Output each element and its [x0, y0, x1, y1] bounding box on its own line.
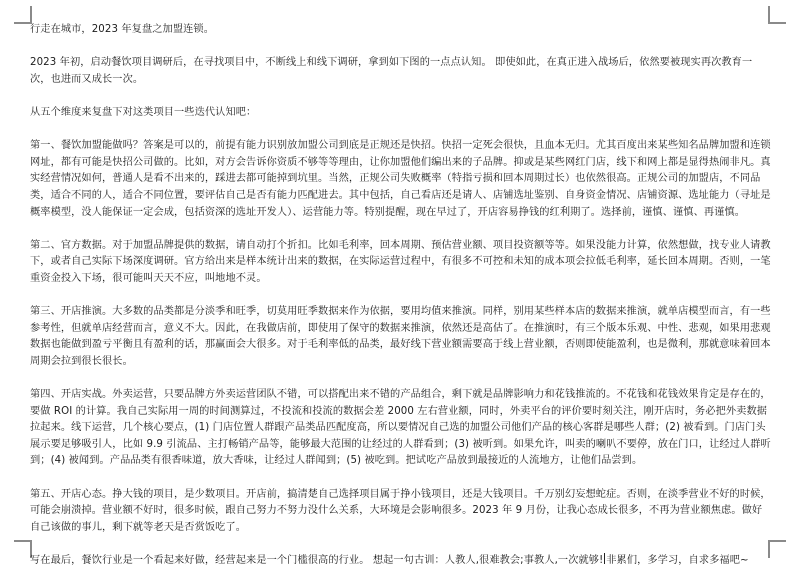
paragraph-gap [30, 288, 772, 305]
intro-paragraph: 2023 年初，启动餐饮项目调研后，在寻找项目中，不断线上和线下调研，拿到如下图的一点点认知。 即使如此，在真正进入战场后，依然要被现实再次教育一次，也进而又成长一次。 [30, 57, 753, 85]
point-1-paragraph: 第一、餐饮加盟能做吗？答案是可以的，前提有能力识别放加盟公司到底是正规还是快招。快招一定死会很快，且血本无归。尤其百度出来某些知名品牌加盟和连锁网址，都有可能是快招公司做的。比如，对方会告诉你资质不够等等理由，让你加盟他们编出来的子品牌。抑或是某些网红门店，线下和网上都是显得热闹非凡。真实经营情况如何，普通人是看不出来的，踩进去都可能掉到坑里。当然，正规公司失败概率（特指亏损和回本周期过长）也依然很高。正规公司的加盟店，不同品类，适合不同的人，适合不同位置，要评估自己是否有能力匹配进去。其中包括，自己看店还是请人、店铺选址鉴别、自身资金情况、店铺资源、选址能力（寻址是概率模型，没人能保证一定会成，包括资深的选址开发人）、运营能力等。特别提醒，现在早过了，开店容易挣钱的红利期了。选择前，谨慎、谨慎、再谨慎。 [30, 140, 771, 218]
paragraph-gap [30, 221, 772, 238]
point-3-paragraph: 第三、开店推演。大多数的品类都是分淡季和旺季，切莫用旺季数据来作为依据，要用均值来推演。同样，别用某些样本店的数据来推演，就单店模型而言，有一些参考性，但就单店经营而言，意义不大。因此，在我做店前，即使用了保守的数据来推演，依然还是高估了。在推演时，有三个版本乐观、中性、悲观，如果用悲观数据也能做到盈亏平衡且有盈利的话，那赢面会大很多。对于毛利率低的品类，最好线下营业额需要高于线上营业额，否则即使能盈利，也是微利，那就意味着回本周期会拉到很长很长。 [30, 306, 771, 367]
closing-text-tail: 非累们，多学习，自求多福吧~ [606, 555, 749, 566]
point-2-paragraph: 第二、官方数据。对于加盟品牌提供的数据，请自动打个折扣。比如毛利率，回本周期、预估营业额、项目投资额等等。如果没能力计算，依然想做，找专业人请教下，或者自己实际下场深度调研。官方给出来是样本统计出来的数据，在实际运营过程中，有很多不可控和未知的成本项会拉低毛利率，延长回本周期。否则，一笔重资金投入下场，很可能叫天天不应，叫地地不灵。 [30, 239, 771, 284]
point-4-paragraph: 第四、开店实战。外卖运营，只要品牌方外卖运营团队不错，可以搭配出来不错的产品组合，剩下就是品牌影响力和花钱推流的。不花钱和花钱效果肯定是存在的，要做 ROI 的计算。我自己实际用一周的时间测算过，不投流和投流的数据会差 2000 左右营业额，同时，外卖平台的评价要时刻关注，刚开店时，务必把外卖数据拉起来。线下运营，几个核心要点，(1) 门店位置人群跟产品类品匹配度高，所以要情况自己选的加盟公司他们产品的核心客群是哪些人群；(2) 被看到。门店门头展示要足够吸引人，比如 9.9 引流品、主打畅销产品等，能够最大范围的让经过的人群看到；(3) 被听到。如果允许，叫卖的喇叭不要停，放在门口，让经过人群听到；(4) 被闻到。产品品类有很香味道，放大香味，让经过人群闻到；(5) 被吃到。把试吃产品放到最接近的人流地方，让他们品尝到。 [30, 389, 771, 467]
paragraph-gap [30, 536, 772, 553]
document-title: 行走在城市，2023 年复盘之加盟连锁。 [30, 24, 214, 35]
lead-paragraph: 从五个维度来复盘下对这类项目一些迭代认知吧： [30, 106, 257, 118]
paragraph-gap [30, 122, 772, 139]
point-5-paragraph: 第五、开店心态。挣大钱的项目，是少数项目。开店前，搞清楚自己选择项目属于挣小钱项目，还是大钱项目。千万别幻妄想蛇症。否则，在淡季营业不好的时候，可能会崩溃掉。营业额不好时，很多时候，跟自己努力不努力没什么关系，大环境是会影响很多。2023 年 9 月份，让我心态成长很多，不再为营业额焦虑。做好自己该做的事儿，剩下就等老天是否赏饭吃了。 [30, 488, 771, 533]
paragraph-gap [30, 370, 772, 387]
paragraph-gap [30, 470, 772, 487]
document-body [30, 22, 772, 570]
closing-paragraph[interactable] [30, 553, 772, 570]
paragraph-gap [30, 88, 772, 105]
closing-text: 写在最后，餐饮行业是一个看起来好做，经营起来是一个门槛很高的行业。 想起一句古训：人教人,很难教会;事教人,一次就够! [30, 555, 604, 566]
paragraph-gap [30, 39, 772, 56]
